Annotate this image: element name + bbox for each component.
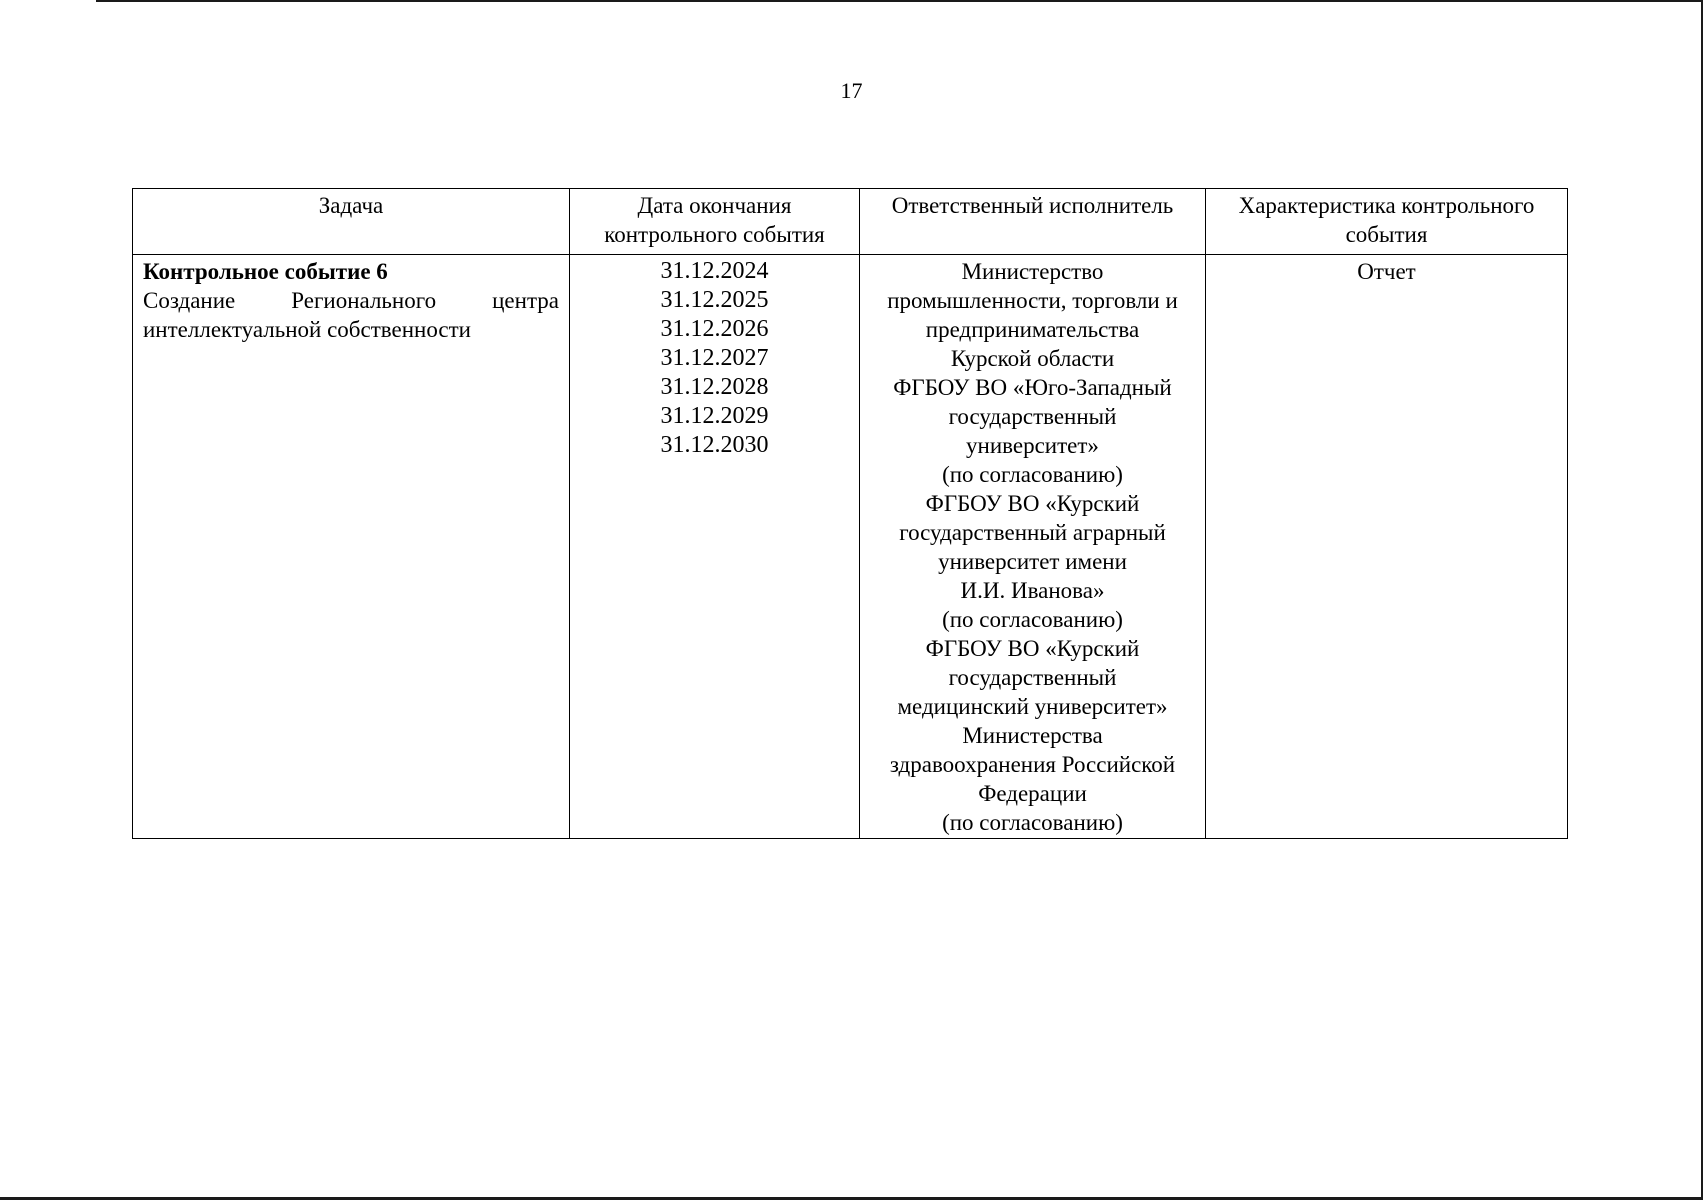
responsible-line: государственный [948,665,1117,690]
responsible-line: государственный [948,404,1117,429]
date-item: 31.12.2024 [660,258,769,284]
responsible-line: промышленности, торговли и [887,288,1178,313]
header-date: Дата окончания контрольного события [570,189,860,255]
responsible-line: медицинский университет» [897,694,1168,719]
responsible-line: И.И. Иванова» [960,578,1105,603]
responsible-line: ФГБОУ ВО «Юго-Западный [893,375,1172,400]
characteristic-cell: Отчет [1206,255,1568,839]
task-title: Контрольное событие 6 [143,259,388,284]
responsible-line: (по согласованию) [942,607,1123,632]
header-task: Задача [133,189,570,255]
responsible-line: Курской области [950,346,1115,371]
table-header-row [133,189,1568,255]
date-item: 31.12.2027 [660,345,769,371]
responsible-line: Министерство [961,259,1104,284]
header-characteristic: Характеристика контрольного события [1206,189,1568,255]
responsible-line: Министерства [962,723,1103,748]
date-item: 31.12.2028 [660,374,769,400]
control-events-table [132,188,1568,839]
date-cell [570,255,860,839]
responsible-line: (по согласованию) [942,810,1123,835]
header-responsible: Ответственный исполнитель [860,189,1206,255]
responsible-line: Федерации [978,781,1087,806]
task-description: Создание Регионального центра интеллектуальной собственности [143,288,559,342]
responsible-line: ФГБОУ ВО «Курский [925,491,1140,516]
date-item: 31.12.2026 [660,316,769,342]
responsible-line: университет имени [938,549,1127,574]
date-item: 31.12.2030 [660,432,769,458]
responsible-line: предпринимательства [925,317,1140,342]
date-item: 31.12.2025 [660,287,769,313]
responsible-line: государственный аграрный [899,520,1166,545]
responsible-line: университет» [966,433,1099,458]
responsible-line: ФГБОУ ВО «Курский [925,636,1140,661]
responsible-cell [860,255,1206,839]
responsible-line: (по согласованию) [942,462,1123,487]
page-number: 17 [840,78,863,103]
responsible-line: здравоохранения Российской [889,752,1176,777]
table-row [133,255,1568,839]
date-item: 31.12.2029 [660,403,769,429]
scan-edge-top [96,0,1703,2]
task-cell [133,255,570,839]
